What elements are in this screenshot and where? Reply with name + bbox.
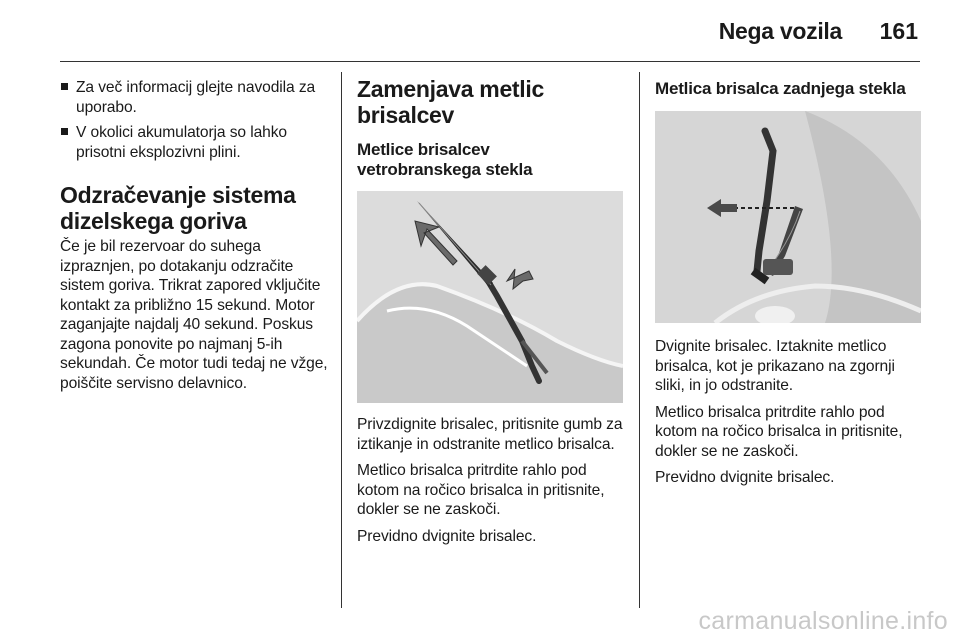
watermark: carmanualsonline.info (698, 607, 948, 635)
header-rule (60, 61, 920, 62)
body-paragraph: Dvignite brisalec. Iztaknite metlico brisalca, kot je prikazano na zgornji sliki, in jo odstranite. (655, 338, 895, 394)
column-divider (639, 72, 640, 608)
bullet-item: V okolici akumulatorja so lahko prisotni eksplozivni plini. (60, 123, 328, 162)
body-paragraph: Privzdignite brisalec, pritisnite gumb za iztikanje in odstranite metlico brisalca. (357, 416, 623, 453)
column-3 (655, 72, 923, 495)
instructions (655, 337, 923, 488)
column-divider (341, 72, 342, 608)
instructions (357, 415, 625, 546)
body-paragraph: Metlico brisalca pritrdite rahlo pod kotom na ročico brisalca in pritisnite, dokler se ne zaskoči. (655, 403, 903, 460)
body-paragraph: Če je bil rezervoar do suhega izpraznjen, po dotakanju odzračite sistem goriva. Trikrat zapored vključite kontakt za približno 15 sekund. Motor zaganjajte najdalj 40 sekund. Poskus zagona ponovite po najmanj 5-ih sekundah. Če motor tudi tedaj ne vžge, poiščite servisno delavnico. (60, 238, 328, 392)
page-header (0, 0, 960, 64)
rear-wiper-figure (655, 111, 921, 323)
subheading-rear-wiper: Metlica brisalca zadnjega stekla (655, 79, 906, 98)
page-number: 161 (879, 18, 918, 44)
heading-wiper-replacement: Zamenjava metlic brisalcev (357, 76, 544, 128)
column-1 (60, 72, 328, 393)
body-paragraph: Previdno dvignite brisalec. (357, 527, 537, 545)
subheading-windscreen-wipers: Metlice brisalcev vetrobranskega stekla (357, 140, 533, 179)
bullet-list (60, 78, 328, 162)
body-paragraph: Metlico brisalca pritrdite rahlo pod kotom na ročico brisalca in pritisnite, dokler se ne zaskoči. (357, 462, 605, 518)
heading-fuel-bleeding: Odzračevanje sistema dizelskega goriva (60, 182, 296, 234)
windscreen-wiper-figure (357, 191, 623, 403)
bullet-square-icon (61, 83, 68, 90)
bullet-item: Za več informacij glejte navodila za uporabo. (60, 78, 328, 117)
column-2 (357, 72, 625, 553)
body-paragraph: Previdno dvignite brisalec. (655, 469, 835, 486)
bullet-square-icon (61, 128, 68, 135)
section-title: Nega vozila (718, 18, 842, 44)
